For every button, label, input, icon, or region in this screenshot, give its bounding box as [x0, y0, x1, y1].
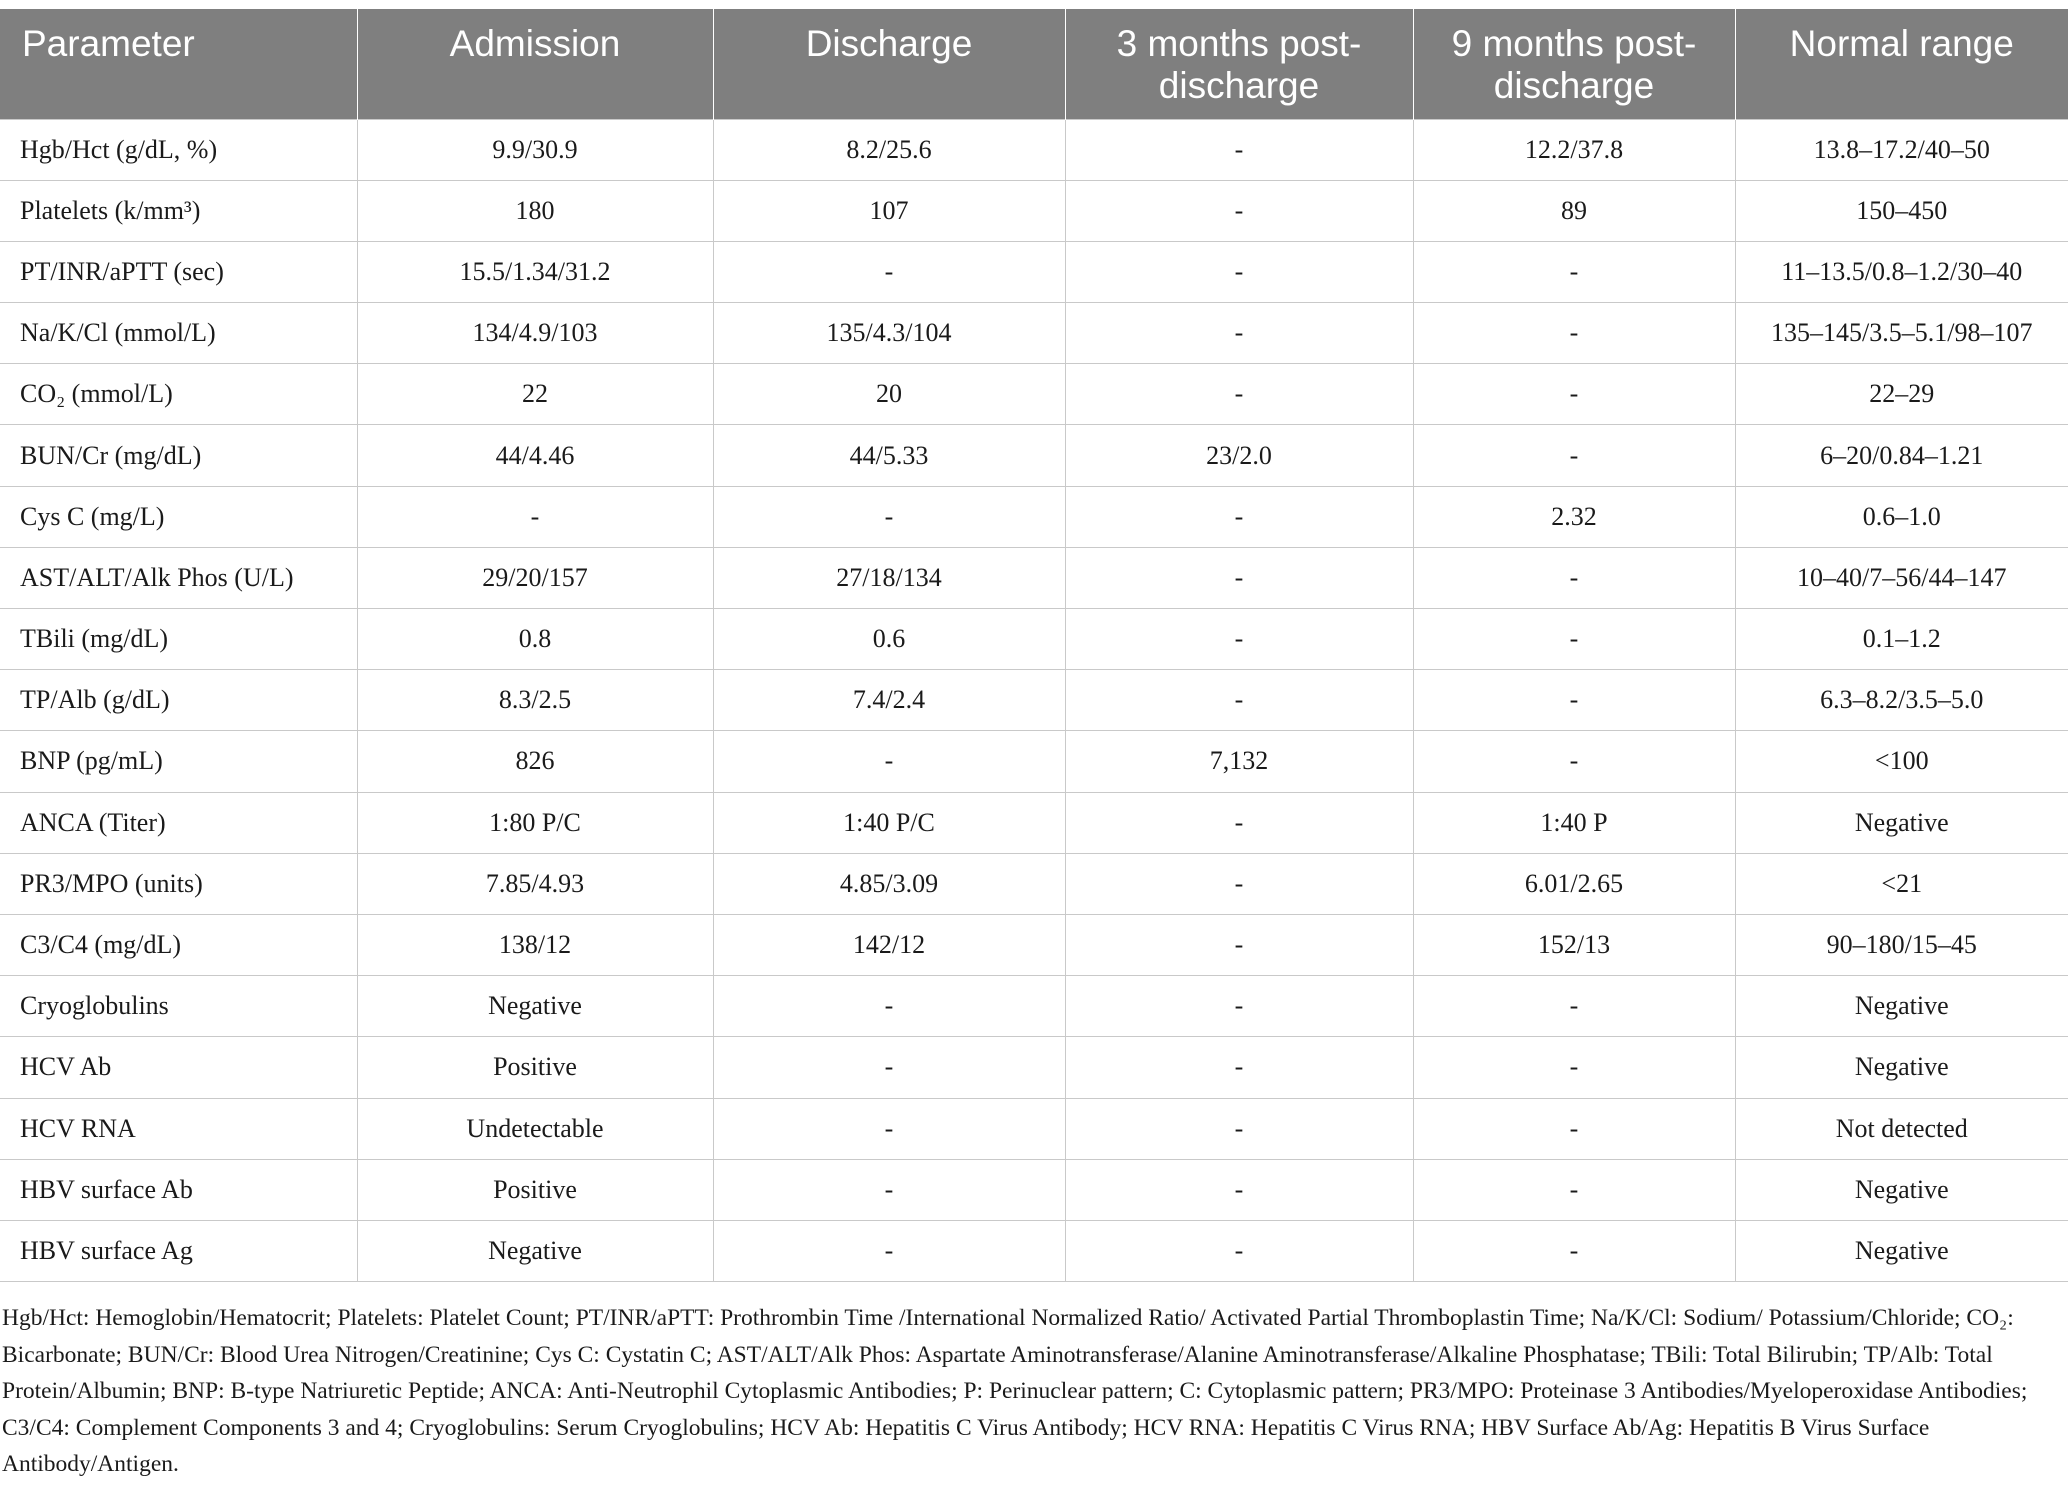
3-months-cell: - — [1065, 609, 1413, 670]
table-row — [0, 792, 2068, 853]
table-row — [0, 425, 2068, 486]
9-months-cell: - — [1413, 241, 1735, 302]
table-row — [0, 976, 2068, 1037]
discharge-cell: - — [713, 1220, 1065, 1281]
9-months-cell: 152/13 — [1413, 914, 1735, 975]
table-row — [0, 486, 2068, 547]
admission-cell: Negative — [357, 976, 713, 1037]
table-row — [0, 731, 2068, 792]
admission-cell: 1:80 P/C — [357, 792, 713, 853]
parameter-cell: HBV surface Ab — [0, 1159, 357, 1220]
3-months-cell: - — [1065, 670, 1413, 731]
parameter-cell: HCV RNA — [0, 1098, 357, 1159]
discharge-cell: - — [713, 1159, 1065, 1220]
discharge-cell: 142/12 — [713, 914, 1065, 975]
normal-range-cell: 11–13.5/0.8–1.2/30–40 — [1735, 241, 2068, 302]
normal-range-cell: 13.8–17.2/40–50 — [1735, 119, 2068, 180]
table-row — [0, 853, 2068, 914]
9-months-cell: - — [1413, 976, 1735, 1037]
parameter-cell: Platelets (k/mm³) — [0, 180, 357, 241]
admission-cell: 0.8 — [357, 609, 713, 670]
parameter-cell: ANCA (Titer) — [0, 792, 357, 853]
table-header — [0, 9, 2068, 119]
lab-results-table-container — [0, 9, 2068, 1282]
9-months-cell: - — [1413, 731, 1735, 792]
admission-cell: 22 — [357, 364, 713, 425]
header-text-line: Admission — [449, 23, 621, 64]
parameter-cell: CO₂ (mmol/L) — [0, 364, 357, 425]
admission-cell: 9.9/30.9 — [357, 119, 713, 180]
3-months-cell: - — [1065, 1220, 1413, 1281]
9-months-cell: 2.32 — [1413, 486, 1735, 547]
admission-cell: 826 — [357, 731, 713, 792]
9-months-cell: - — [1413, 364, 1735, 425]
3-months-cell: - — [1065, 547, 1413, 608]
header-3-months-post-discharge — [1065, 9, 1413, 119]
3-months-cell: - — [1065, 364, 1413, 425]
parameter-cell: PT/INR/aPTT (sec) — [0, 241, 357, 302]
discharge-cell: - — [713, 486, 1065, 547]
header-text-line: Normal range — [1789, 23, 2014, 64]
3-months-cell: - — [1065, 792, 1413, 853]
9-months-cell: 12.2/37.8 — [1413, 119, 1735, 180]
table-row — [0, 180, 2068, 241]
discharge-cell: 7.4/2.4 — [713, 670, 1065, 731]
header-normal-range — [1735, 9, 2068, 119]
header-admission — [357, 9, 713, 119]
normal-range-cell: 6–20/0.84–1.21 — [1735, 425, 2068, 486]
9-months-cell: - — [1413, 670, 1735, 731]
3-months-cell: 7,132 — [1065, 731, 1413, 792]
discharge-cell: 20 — [713, 364, 1065, 425]
parameter-cell: BNP (pg/mL) — [0, 731, 357, 792]
admission-cell: 134/4.9/103 — [357, 303, 713, 364]
9-months-cell: - — [1413, 1159, 1735, 1220]
header-text-line: 3 months post- — [1116, 23, 1362, 64]
normal-range-cell: Negative — [1735, 1220, 2068, 1281]
parameter-cell: BUN/Cr (mg/dL) — [0, 425, 357, 486]
discharge-cell: 4.85/3.09 — [713, 853, 1065, 914]
discharge-cell: 0.6 — [713, 609, 1065, 670]
admission-cell: 180 — [357, 180, 713, 241]
discharge-cell: 1:40 P/C — [713, 792, 1065, 853]
parameter-cell: Cys C (mg/L) — [0, 486, 357, 547]
discharge-cell: 135/4.3/104 — [713, 303, 1065, 364]
3-months-cell: - — [1065, 241, 1413, 302]
9-months-cell: - — [1413, 303, 1735, 364]
discharge-cell: 107 — [713, 180, 1065, 241]
admission-cell: 7.85/4.93 — [357, 853, 713, 914]
discharge-cell: - — [713, 1037, 1065, 1098]
table-row — [0, 914, 2068, 975]
header-discharge — [713, 9, 1065, 119]
table-row — [0, 1220, 2068, 1281]
9-months-cell: - — [1413, 1098, 1735, 1159]
3-months-cell: - — [1065, 119, 1413, 180]
9-months-cell: 1:40 P — [1413, 792, 1735, 853]
header-row — [0, 9, 2068, 119]
3-months-cell: - — [1065, 486, 1413, 547]
normal-range-cell: Negative — [1735, 1159, 2068, 1220]
normal-range-cell: <100 — [1735, 731, 2068, 792]
discharge-cell: 44/5.33 — [713, 425, 1065, 486]
9-months-cell: - — [1413, 425, 1735, 486]
parameter-cell: Hgb/Hct (g/dL, %) — [0, 119, 357, 180]
parameter-cell: HCV Ab — [0, 1037, 357, 1098]
admission-cell: Positive — [357, 1159, 713, 1220]
admission-cell: Positive — [357, 1037, 713, 1098]
9-months-cell: - — [1413, 1220, 1735, 1281]
table-row — [0, 241, 2068, 302]
admission-cell: Negative — [357, 1220, 713, 1281]
discharge-cell: - — [713, 1098, 1065, 1159]
3-months-cell: - — [1065, 180, 1413, 241]
normal-range-cell: 135–145/3.5–5.1/98–107 — [1735, 303, 2068, 364]
admission-cell: 138/12 — [357, 914, 713, 975]
lab-results-table — [0, 9, 2068, 1282]
table-row — [0, 1159, 2068, 1220]
normal-range-cell: <21 — [1735, 853, 2068, 914]
parameter-cell: PR3/MPO (units) — [0, 853, 357, 914]
header-text-line: Discharge — [805, 23, 973, 64]
discharge-cell: 8.2/25.6 — [713, 119, 1065, 180]
discharge-cell: 27/18/134 — [713, 547, 1065, 608]
normal-range-cell: 6.3–8.2/3.5–5.0 — [1735, 670, 2068, 731]
admission-cell: 29/20/157 — [357, 547, 713, 608]
3-months-cell: - — [1065, 1098, 1413, 1159]
table-row — [0, 119, 2068, 180]
normal-range-cell: 10–40/7–56/44–147 — [1735, 547, 2068, 608]
3-months-cell: - — [1065, 1159, 1413, 1220]
table-row — [0, 1037, 2068, 1098]
discharge-cell: - — [713, 976, 1065, 1037]
admission-cell: 8.3/2.5 — [357, 670, 713, 731]
parameter-cell: HBV surface Ag — [0, 1220, 357, 1281]
3-months-cell: - — [1065, 976, 1413, 1037]
normal-range-cell: 150–450 — [1735, 180, 2068, 241]
header-parameter — [0, 9, 357, 119]
normal-range-cell: 0.1–1.2 — [1735, 609, 2068, 670]
table-row — [0, 609, 2068, 670]
3-months-cell: - — [1065, 853, 1413, 914]
admission-cell: Undetectable — [357, 1098, 713, 1159]
table-row — [0, 547, 2068, 608]
parameter-cell: C3/C4 (mg/dL) — [0, 914, 357, 975]
3-months-cell: - — [1065, 1037, 1413, 1098]
normal-range-cell: Not detected — [1735, 1098, 2068, 1159]
9-months-cell: - — [1413, 547, 1735, 608]
3-months-cell: - — [1065, 303, 1413, 364]
normal-range-cell: 0.6–1.0 — [1735, 486, 2068, 547]
9-months-cell: - — [1413, 609, 1735, 670]
header-text-line: discharge — [1493, 65, 1655, 106]
parameter-cell: Na/K/Cl (mmol/L) — [0, 303, 357, 364]
3-months-cell: - — [1065, 914, 1413, 975]
normal-range-cell: 90–180/15–45 — [1735, 914, 2068, 975]
discharge-cell: - — [713, 241, 1065, 302]
9-months-cell: - — [1413, 1037, 1735, 1098]
table-body — [0, 119, 2068, 1282]
9-months-cell: 6.01/2.65 — [1413, 853, 1735, 914]
admission-cell: - — [357, 486, 713, 547]
9-months-cell: 89 — [1413, 180, 1735, 241]
parameter-cell: TP/Alb (g/dL) — [0, 670, 357, 731]
parameter-cell: AST/ALT/Alk Phos (U/L) — [0, 547, 357, 608]
normal-range-cell: Negative — [1735, 792, 2068, 853]
table-row — [0, 303, 2068, 364]
header-9-months-post-discharge — [1413, 9, 1735, 119]
normal-range-cell: Negative — [1735, 976, 2068, 1037]
normal-range-cell: 22–29 — [1735, 364, 2068, 425]
table-row — [0, 1098, 2068, 1159]
admission-cell: 15.5/1.34/31.2 — [357, 241, 713, 302]
admission-cell: 44/4.46 — [357, 425, 713, 486]
table-row — [0, 364, 2068, 425]
3-months-cell: 23/2.0 — [1065, 425, 1413, 486]
table-row — [0, 670, 2068, 731]
header-text-line: Parameter — [22, 23, 195, 64]
parameter-cell: Cryoglobulins — [0, 976, 357, 1037]
table-footnote: Hgb/Hct: Hemoglobin/Hematocrit; Platelets: Platelet Count; PT/INR/aPTT: Prothrombin Time /International Normalized Ratio/ Activated Partial Thromboplastin Time; Na/K/Cl: Sodium/ Potassium/Chloride; CO₂: Bicarbonate; BUN/Cr: Blood Urea Nitrogen/Creatinine; Cys C: Cystatin C; AST/ALT/Alk Phos: Aspartate Aminotransferase/Alanine Aminotransferase/Alkaline Phosphatase; TBili: Total Bilirubin; TP/Alb: Total Protein/Albumin; BNP: B-type Natriuretic Peptide; ANCA: Anti-Neutrophil Cytoplasmic Antibodies; P: Perinuclear pattern; C: Cytoplasmic pattern; PR3/MPO: Proteinase 3 Antibodies/Myeloperoxidase Antibodies; C3/C4: Complement Components 3 and 4; Cryoglobulins: Serum Cryoglobulins; HCV Ab: Hepatitis C Virus Antibody; HCV RNA: Hepatitis C Virus RNA; HBV Surface Ab/Ag: Hepatitis B Virus Surface Antibody/Antigen. — [2, 1305, 2028, 1477]
parameter-cell: TBili (mg/dL) — [0, 609, 357, 670]
normal-range-cell: Negative — [1735, 1037, 2068, 1098]
discharge-cell: - — [713, 731, 1065, 792]
header-text-line: discharge — [1158, 65, 1320, 106]
header-text-line: 9 months post- — [1451, 23, 1697, 64]
